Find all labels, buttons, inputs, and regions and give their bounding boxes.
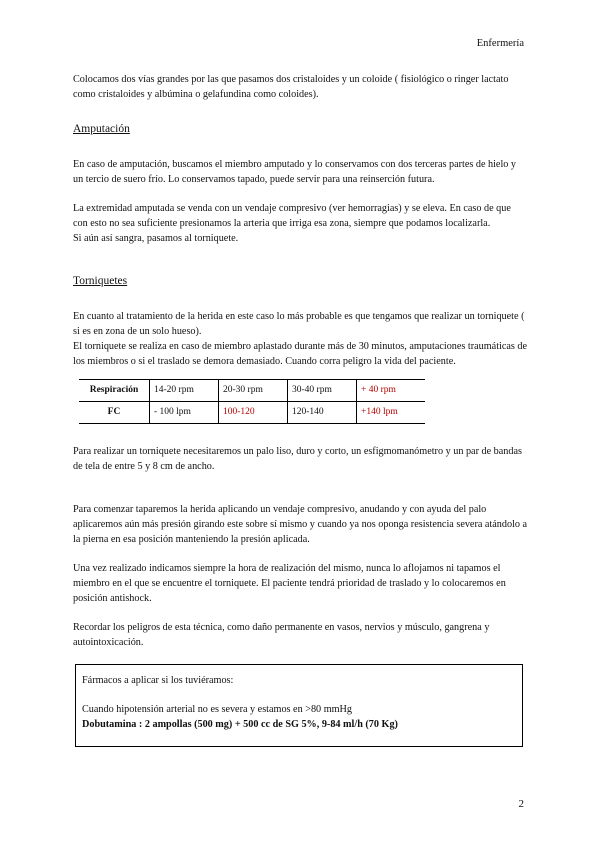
amputacion-paragraph-2: La extremidad amputada se venda con un vendaje compresivo (ver hemorragias) y se eleva. En caso de que con esto no sea suficiente presionamos la arteria que irriga esa zona, siempre que podamos localizarla. bbox=[73, 203, 511, 229]
box-line-1: Fármacos a aplicar si los tuviéramos: bbox=[82, 675, 234, 686]
table-cell: - 100 lpm bbox=[150, 402, 219, 424]
table-cell: 30-40 rpm bbox=[288, 380, 357, 402]
row-label-respiracion: Respiración bbox=[79, 380, 150, 402]
section-title-amputacion: Amputación bbox=[73, 123, 130, 135]
page-number: 2 bbox=[518, 798, 524, 810]
table-row-fc bbox=[79, 402, 425, 424]
table-cell: 20-30 rpm bbox=[219, 380, 288, 402]
torniquetes-paragraph-3: Para realizar un torniquete necesitaremos un palo liso, duro y corto, un esfigmomanómetro y un par de bandas de tela de entre 5 y 8 cm de ancho. bbox=[73, 446, 522, 472]
vitals-table bbox=[79, 379, 425, 424]
amputacion-paragraph-3: Si aún así sangra, pasamos al torniquete. bbox=[73, 233, 239, 244]
page-content bbox=[73, 72, 528, 747]
box-line-2: Cuando hipotensión arterial no es severa y estamos en >80 mmHg bbox=[82, 704, 352, 715]
table-cell: 120-140 bbox=[288, 402, 357, 424]
torniquetes-paragraph-1: En cuanto al tratamiento de la herida en este caso lo más probable es que tengamos que realizar un torniquete ( si es en zona de un solo hueso). bbox=[73, 311, 525, 337]
table-cell: + 40 rpm bbox=[357, 380, 426, 402]
intro-paragraph: Colocamos dos vías grandes por las que pasamos dos cristaloides y un coloide ( fisiológico o ringer lactato como cristaloides y albúmina o gelafundina como coloides). bbox=[73, 74, 509, 100]
amputacion-paragraph-1: En caso de amputación, buscamos el miembro amputado y lo conservamos con dos terceras partes de hielo y un tercio de suero frío. Lo conservamos tapado, puede servir para una reinserción futura. bbox=[73, 159, 517, 185]
table-cell: +140 lpm bbox=[357, 402, 426, 424]
page-header: Enfermería bbox=[476, 38, 524, 49]
section-title-torniquetes: Torniquetes bbox=[73, 275, 128, 287]
torniquetes-paragraph-4: Para comenzar taparemos la herida aplicando un vendaje compresivo, anudando y con ayuda del palo aplicaremos aún más presión girando este sobre sí mismo y cuando ya nos oponga resistencia severa atándolo a la pierna en esa posición manteniendo la presión aplicada. bbox=[73, 504, 528, 545]
torniquetes-paragraph-6: Recordar los peligros de esta técnica, como daño permanente en vasos, nervios y músculo, gangrena y autointoxicación. bbox=[73, 622, 490, 648]
box-line-3: Dobutamina : 2 ampollas (500 mg) + 500 cc de SG 5%, 9-84 ml/h (70 Kg) bbox=[82, 719, 398, 730]
row-label-fc: FC bbox=[79, 402, 150, 424]
table-cell: 100-120 bbox=[219, 402, 288, 424]
torniquetes-paragraph-5: Una vez realizado indicamos siempre la hora de realización del mismo, nunca lo aflojamos ni tapamos el miembro en el que se encuentre el torniquete. El paciente tendrá prioridad de traslado y lo colocaremos en posición antishock. bbox=[73, 563, 506, 604]
table-cell: 14-20 rpm bbox=[150, 380, 219, 402]
torniquetes-paragraph-2: El torniquete se realiza en caso de miembro aplastado durante más de 30 minutos, amputaciones traumáticas de los miembros o si el traslado se demora demasiado. Cuando corra peligro la vida del paciente. bbox=[73, 341, 528, 367]
table-row-respiracion bbox=[79, 380, 425, 402]
farmacos-box bbox=[75, 664, 523, 747]
